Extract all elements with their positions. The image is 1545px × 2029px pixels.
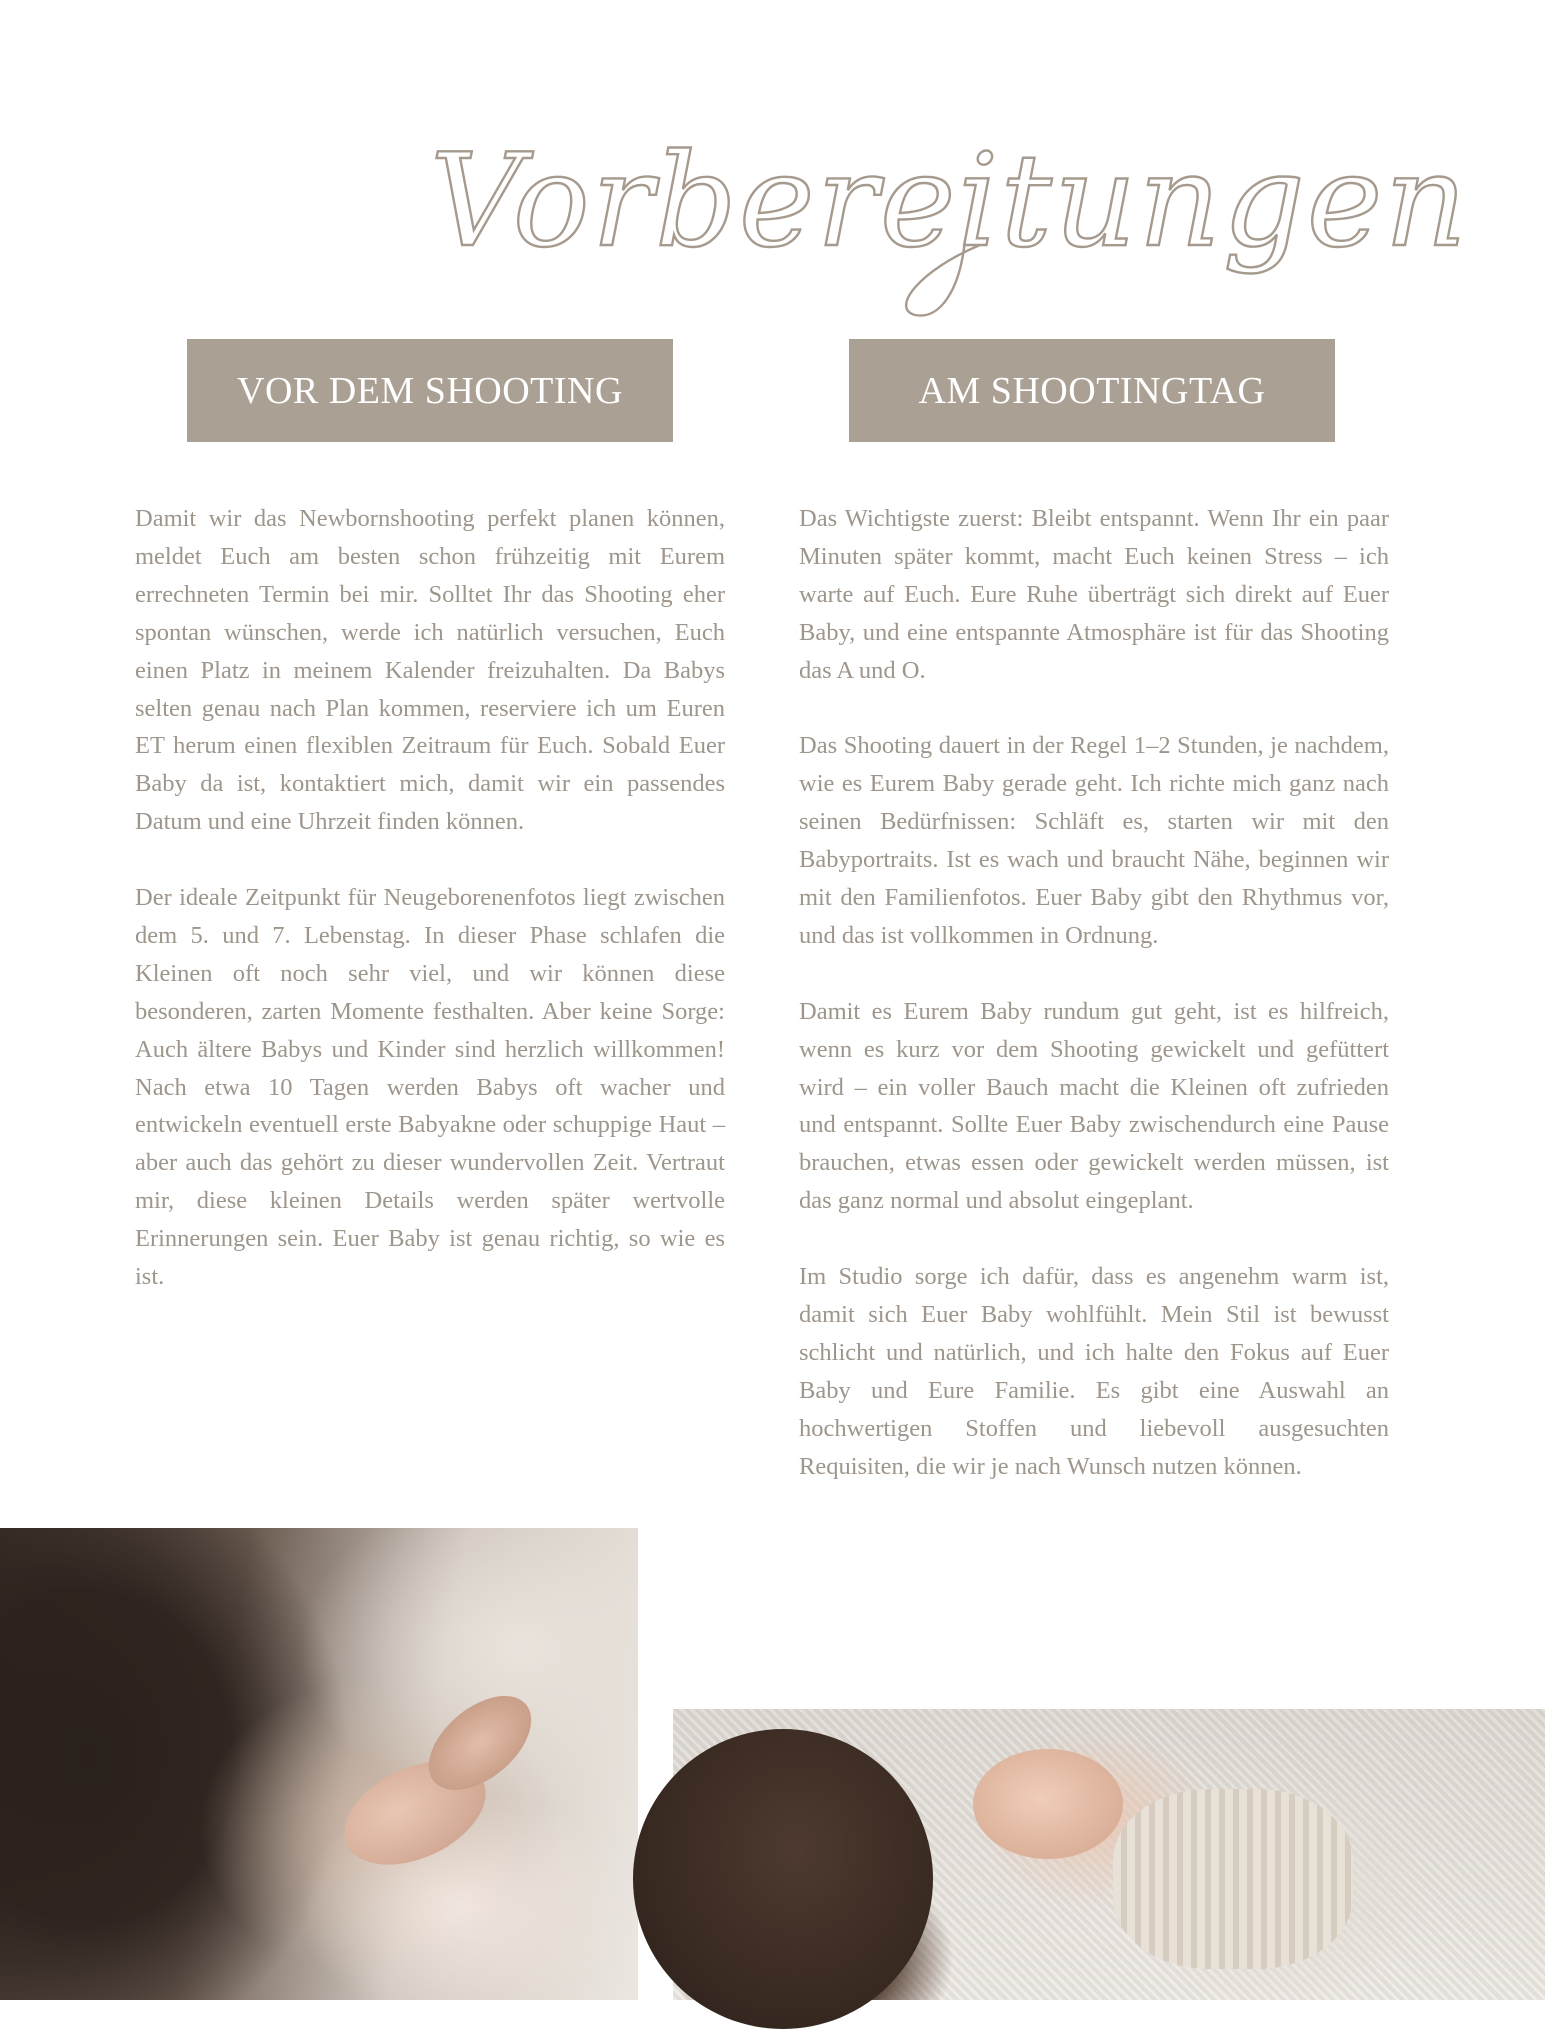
section-heading-label: AM SHOOTINGTAG bbox=[918, 369, 1266, 412]
newborn-hand-photo bbox=[673, 1709, 1545, 2000]
section-heading-shooting-day bbox=[849, 339, 1335, 442]
section-heading-before-shooting bbox=[187, 339, 673, 442]
knit-sleeve-shape bbox=[1113, 1789, 1353, 1969]
page-title bbox=[420, 70, 1469, 320]
baby-head-shape bbox=[633, 1729, 933, 2029]
paragraph: Im Studio sorge ich dafür, dass es angenehm warm ist, damit sich Euer Baby wohlfühlt. Mein Stil ist bewusst schlicht und natürlich, und ich halte den Fokus auf Euer Baby und Eure Familie. Es gibt eine Auswahl an hochwertigen Stoffen und liebevoll ausgesuchten Requisiten, die wir je nach Wunsch nutzen können. bbox=[799, 1263, 1389, 1480]
paragraph: Das Wichtigste zuerst: Bleibt entspannt. Wenn Ihr ein paar Minuten später kommt, macht Euch keinen Stress – ich warte auf Euch. Eure Ruhe überträgt sich direkt auf Euer Baby, und eine entspannte Atmosphäre ist für das Shooting das A und O. bbox=[799, 505, 1389, 684]
title-text: Vorbereitungen bbox=[430, 127, 1469, 276]
section-heading-label: VOR DEM SHOOTING bbox=[237, 369, 623, 412]
script-title-graphic bbox=[420, 70, 1469, 320]
baby-hand-shape bbox=[973, 1749, 1123, 1859]
paragraph: Damit es Eurem Baby rundum gut geht, ist es hilfreich, wenn es kurz vor dem Shooting gewickelt und gefüttert wird – ein voller Bauch macht die Kleinen oft zufrieden und entspannt. Sollte Euer Baby zwischendurch eine Pause brauchen, etwas essen oder gewickelt werden müssen, ist das ganz normal und absolut eingeplant. bbox=[799, 997, 1389, 1215]
paragraph: Damit wir das Newbornshooting perfekt planen können, meldet Euch am besten schon frühzeitig mit Eurem errechneten Termin bei mir. Solltet Ihr das Shooting eher spontan wünschen, werde ich natürlich versuchen, Euch einen Platz in meinem Kalender freizuhalten. Da Babys selten genau nach Plan kommen, reserviere ich um Euren ET herum einen flexiblen Zeitraum für Euch. Sobald Euer Baby da ist, kontaktiert mich, damit wir ein passendes Datum und eine Uhrzeit finden können. bbox=[135, 505, 725, 836]
newborn-feet-photo bbox=[0, 1528, 638, 2000]
before-shooting-column bbox=[135, 500, 725, 1334]
shooting-day-column bbox=[799, 500, 1389, 1523]
paragraph: Das Shooting dauert in der Regel 1–2 Stunden, je nachdem, wie es Eurem Baby gerade geht. Ich richte mich ganz nach seinen Bedürfnissen: Schläft es, starten wir mit den Babyportraits. Ist es wach und braucht Nähe, beginnen wir mit den Familienfotos. Euer Baby gibt den Rhythmus vor, und das ist vollkommen in Ordnung. bbox=[799, 732, 1389, 949]
paragraph: Der ideale Zeitpunkt für Neugeborenenfotos liegt zwischen dem 5. und 7. Lebenstag. In dieser Phase schlafen die Kleinen oft noch sehr viel, und wir können diese besonderen, zarten Momente festhalten. Aber keine Sorge: Auch ältere Babys und Kinder sind herzlich willkommen! Nach etwa 10 Tagen werden Babys oft wacher und entwickeln eventuell erste Babyakne oder schuppige Haut – aber auch das gehört zu dieser wundervollen Zeit. Vertraut mir, diese kleinen Details werden später wertvolle Erinnerungen sein. Euer Baby ist genau richtig, so wie es ist. bbox=[135, 884, 725, 1291]
